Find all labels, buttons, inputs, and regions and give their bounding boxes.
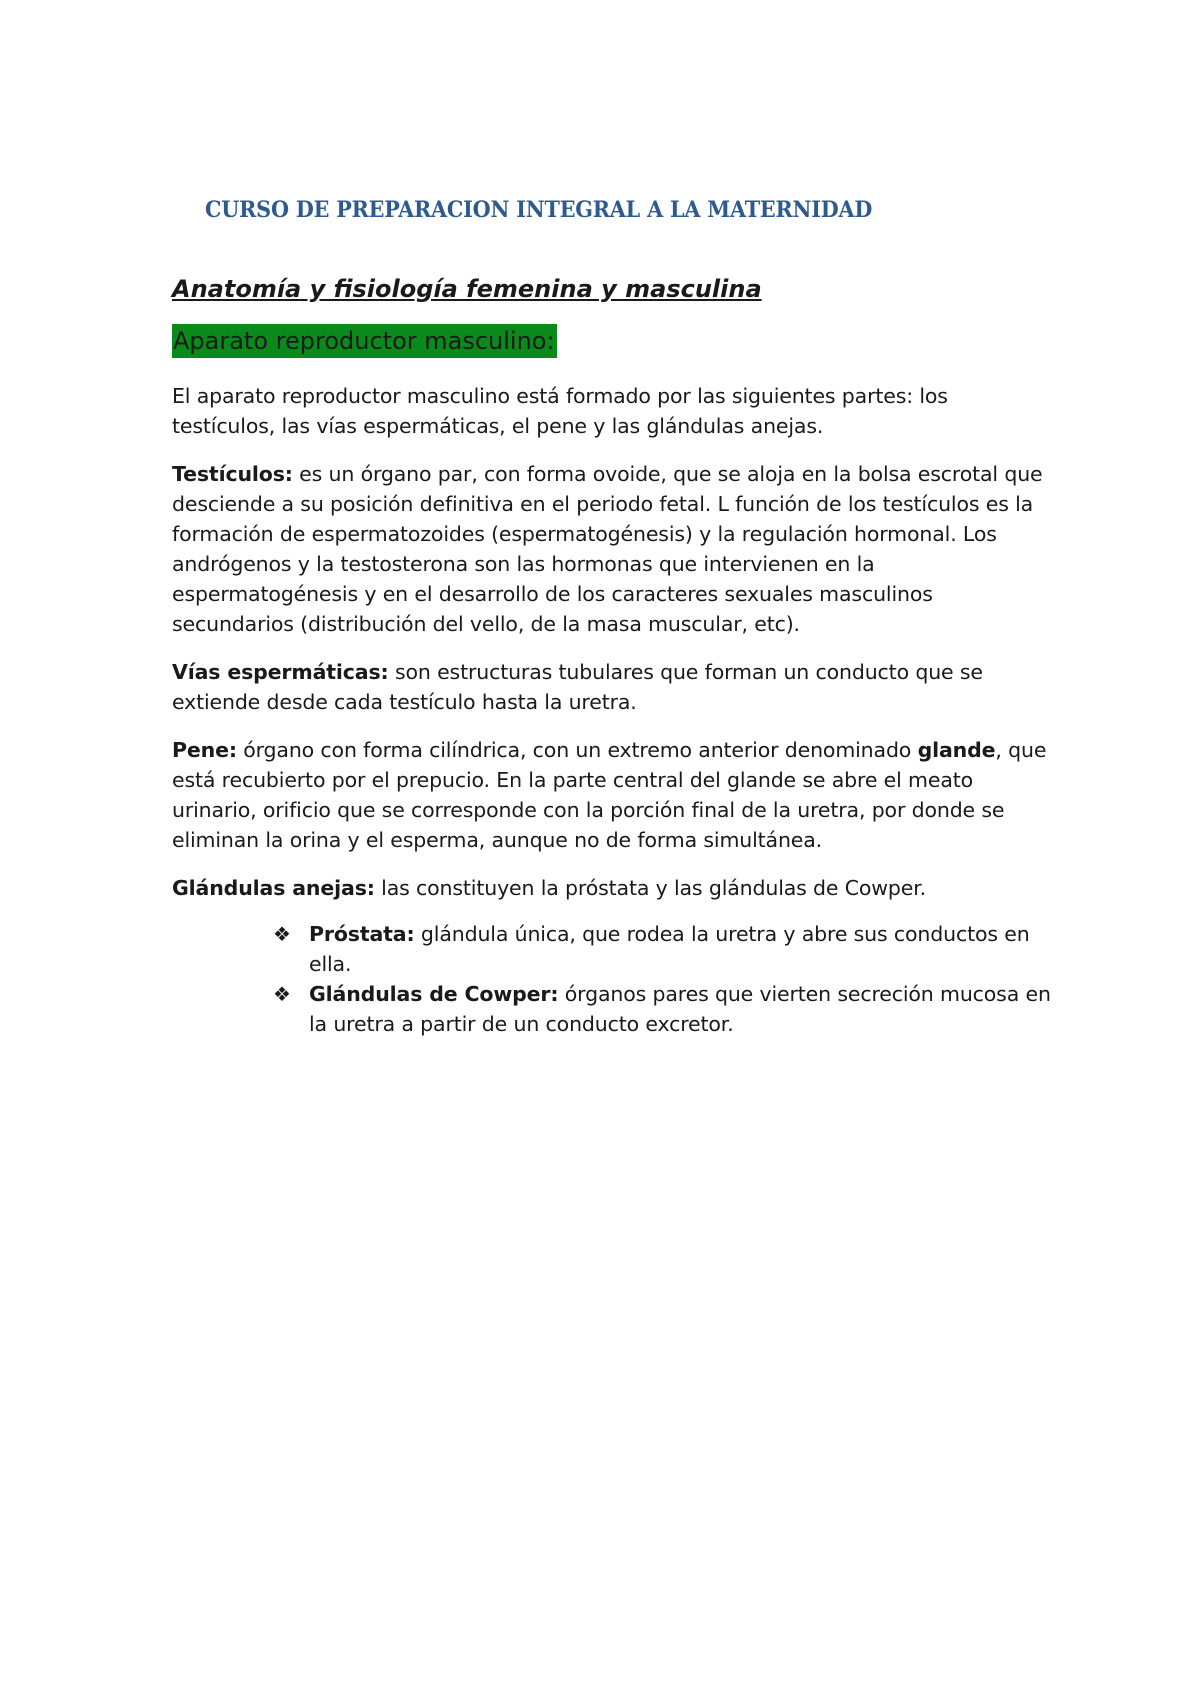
text-testiculos: es un órgano par, con forma ovoide, que se aloja en la bolsa escrotal que desciende a su posición definitiva en el periodo fetal. L función de los testículos es la formación de espermatozoides (espermatogénesis) y la regulación hormonal. Los andrógenos y la testosterona son las hormonas que intervienen en la espermatogénesis y en el desarrollo de los caracteres sexuales masculinos secundarios (distribución del vello, de la masa muscular, etc). (172, 462, 1043, 636)
paragraph-testiculos (172, 459, 1052, 639)
text-pene-before: órgano con forma cilíndrica, con un extremo anterior denominado (236, 738, 918, 762)
document-title: CURSO DE PREPARACION INTEGRAL A LA MATERNIDAD (205, 197, 873, 223)
term-glandulas: Glándulas anejas: (172, 876, 375, 900)
intro-paragraph: El aparato reproductor masculino está formado por las siguientes partes: los testículos, las vías espermáticas, el pene y las glándulas anejas. (172, 384, 948, 438)
text-pene-after: , que está recubierto por el prepucio. En la parte central del glande se abre el meato urinario, orificio que se corresponde con la porción final de la uretra, por donde se eliminan la orina y el esperma, aunque no de forma simultánea. (172, 738, 1047, 852)
list-item (273, 919, 1052, 979)
section-heading: Anatomía y fisiología femenina y masculina (172, 275, 762, 303)
term-prostata: Próstata: (309, 922, 415, 946)
term-vias: Vías espermáticas: (172, 660, 389, 684)
paragraph-pene (172, 735, 1052, 855)
text-prostata: glándula única, que rodea la uretra y abre sus conductos en ella. (309, 922, 1030, 976)
term-glande: glande (917, 738, 996, 762)
list-item (273, 979, 1052, 1039)
text-cowper: órganos pares que vierten secreción mucosa en la uretra a partir de un conducto excretor. (309, 982, 1051, 1036)
document-body (172, 190, 1052, 1039)
term-testiculos: Testículos: (172, 462, 293, 486)
subheading-row (172, 324, 1052, 361)
text-glandulas: las constituyen la próstata y las glándulas de Cowper. (374, 876, 927, 900)
bullet-list (172, 919, 1052, 1039)
paragraph-vias (172, 657, 1052, 717)
diamond-bullet-icon: ❖ (273, 922, 291, 946)
term-pene: Pene: (172, 738, 237, 762)
text-vias: son estructuras tubulares que forman un conducto que se extiende desde cada testículo hasta la uretra. (172, 660, 983, 714)
term-cowper: Glándulas de Cowper: (309, 982, 559, 1006)
paragraph-glandulas (172, 873, 1052, 903)
diamond-bullet-icon: ❖ (273, 982, 291, 1006)
highlighted-subheading: Aparato reproductor masculino: (172, 324, 557, 358)
